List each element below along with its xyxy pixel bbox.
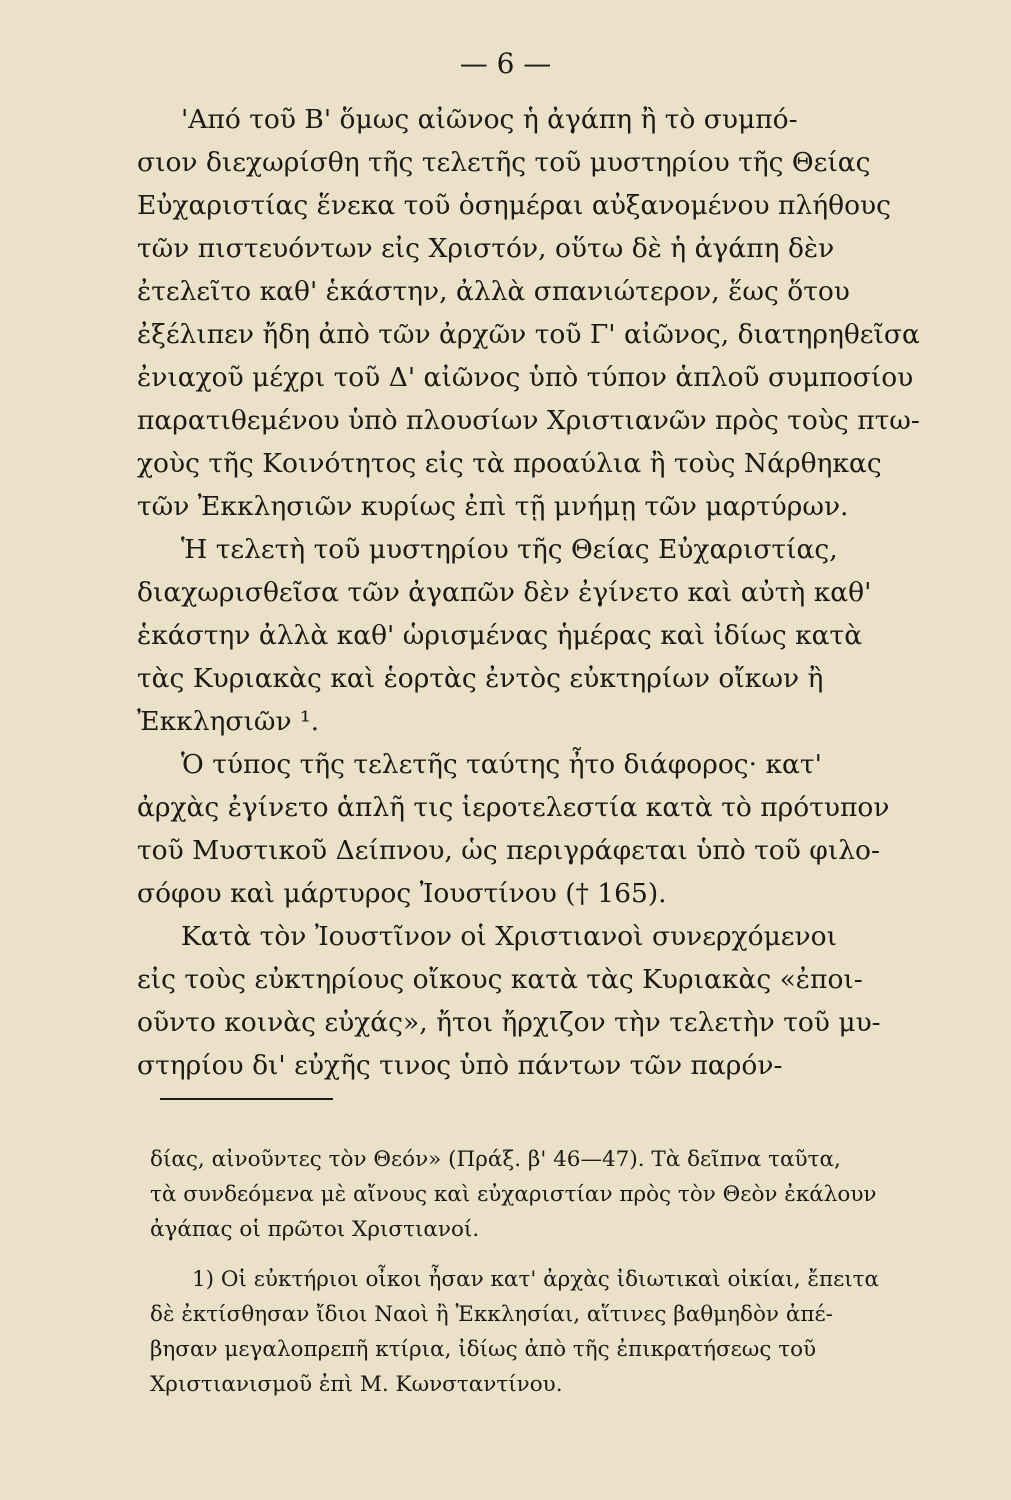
footnote-1-line: βησαν μεγαλοπρεπῆ κτίρια, ἰδίως ἀπὸ τῆς ἐπικρατήσεως τοῦ bbox=[150, 1337, 817, 1362]
footnote-1-line: 1) Οἱ εὐκτήριοι οἶκοι ἦσαν κατ' ἀρχὰς ἰδιωτικαὶ οἰκίαι, ἔπειτα bbox=[192, 1267, 880, 1292]
footnote-line: τὰ συνδεόμενα μὲ αἴνους καὶ εὐχαριστίαν πρὸς τὸν Θεὸν ἐκάλουν bbox=[150, 1182, 877, 1207]
text-line: ἐξέλιπεν ἤδη ἀπὸ τῶν ἀρχῶν τοῦ Γ' αἰῶνος, διατηρηθεῖσα bbox=[137, 319, 920, 350]
text-line: παρατιθεμένου ὑπὸ πλουσίων Χριστιανῶν πρὸς τοὺς πτω- bbox=[137, 405, 920, 436]
text-line: σόφου καὶ μάρτυρος Ἰουστίνου († 165). bbox=[137, 878, 667, 909]
text-line: χοὺς τῆς Κοινότητος εἰς τὰ προαύλια ἢ τοὺς Νάρθηκας bbox=[137, 448, 882, 479]
text-line: ἀρχὰς ἐγίνετο ἁπλῆ τις ἱεροτελεστία κατὰ τὸ πρότυπον bbox=[137, 792, 890, 823]
text-line: εἰς τοὺς εὐκτηρίους οἴκους κατὰ τὰς Κυριακὰς «ἐποι- bbox=[137, 964, 863, 995]
text-line: οῦντο κοινὰς εὐχάς», ἤτοι ἤρχιζον τὴν τελετὴν τοῦ μυ- bbox=[137, 1007, 881, 1038]
text-line: ἐτελεῖτο καθ' ἑκάστην, ἀλλὰ σπανιώτερον, ἕως ὅτου bbox=[137, 276, 850, 307]
footnote-1-line: Χριστιανισμοῦ ἐπὶ Μ. Κωνσταντίνου. bbox=[150, 1372, 563, 1397]
page-number: — 6 — bbox=[459, 47, 552, 80]
text-line: ἐνιαχοῦ μέχρι τοῦ Δ' αἰῶνος ὑπὸ τύπον ἁπλοῦ συμποσίου bbox=[137, 362, 914, 393]
text-line: τὰς Κυριακὰς καὶ ἑορτὰς ἐντὸς εὐκτηρίων οἴκων ἢ bbox=[137, 663, 824, 694]
text-line: 'Από τοῦ Β' ὅμως αἰῶνος ἡ ἀγάπη ἢ τὸ συμπό- bbox=[181, 104, 798, 135]
text-line: ἑκάστην ἀλλὰ καθ' ὡρισμένας ἡμέρας καὶ ἰδίως κατὰ bbox=[137, 620, 863, 651]
text-line: Ὁ τύπος τῆς τελετῆς ταύτης ἦτο διάφορος· κατ' bbox=[181, 749, 822, 780]
text-line: διαχωρισθεῖσα τῶν ἀγαπῶν δὲν ἐγίνετο καὶ αὐτὴ καθ' bbox=[137, 577, 872, 608]
text-line: Εὐχαριστίας ἕνεκα τοῦ ὁσημέραι αὐξανομένου πλήθους bbox=[137, 190, 891, 221]
footnote-divider bbox=[160, 1098, 333, 1100]
text-line: τῶν πιστευόντων εἰς Χριστόν, οὕτω δὲ ἡ ἀγάπη δὲν bbox=[137, 233, 835, 264]
text-line: τῶν Ἐκκλησιῶν κυρίως ἐπὶ τῇ μνήμῃ τῶν μαρτύρων. bbox=[137, 491, 849, 522]
main-text bbox=[137, 98, 933, 1087]
text-line: Ἡ τελετὴ τοῦ μυστηρίου τῆς Θείας Εὐχαριστίας, bbox=[181, 534, 838, 565]
text-line: Ἐκκλησιῶν ¹. bbox=[137, 706, 320, 737]
footnote-1-line: δὲ ἐκτίσθησαν ἴδιοι Ναοὶ ἢ Ἐκκλησίαι, αἵτινες βαθμηδὸν ἀπέ- bbox=[150, 1302, 833, 1327]
text-line: σιον διεχωρίσθη τῆς τελετῆς τοῦ μυστηρίου τῆς Θείας bbox=[137, 147, 871, 178]
footnote-line: ἀγάπας οἱ πρῶτοι Χριστιανοί. bbox=[150, 1217, 480, 1242]
text-line: Κατὰ τὸν Ἰουστῖνον οἱ Χριστιανοὶ συνερχόμενοι bbox=[181, 921, 837, 952]
footnotes bbox=[150, 1142, 940, 1402]
text-line: τοῦ Μυστικοῦ Δείπνου, ὡς περιγράφεται ὑπὸ τοῦ φιλο- bbox=[137, 835, 880, 866]
text-line: στηρίου δι' εὐχῆς τινος ὑπὸ πάντων τῶν παρόν- bbox=[137, 1050, 783, 1081]
footnote-line: δίας, αἰνοῦντες τὸν Θεόν» (Πράξ. β' 46—47). Τὰ δεῖπνα ταῦτα, bbox=[150, 1147, 841, 1172]
